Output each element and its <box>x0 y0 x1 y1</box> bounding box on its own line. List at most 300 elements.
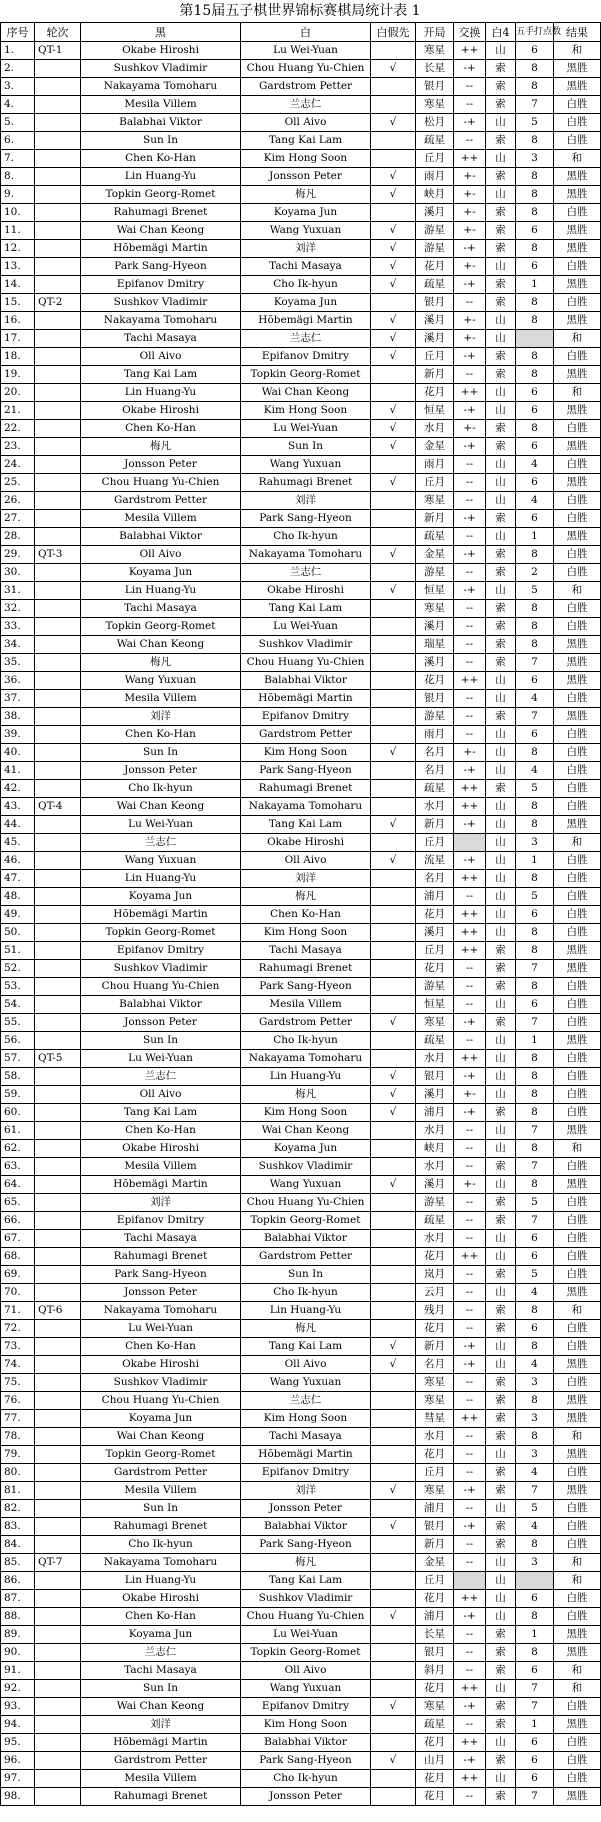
white-player-cell: Hõbemägi Martin <box>241 1446 371 1464</box>
game-number-cell: 30. <box>1 564 35 582</box>
white-player-cell: Lu Wei-Yuan <box>241 42 371 60</box>
table-row <box>1 1158 601 1176</box>
result-cell: 白胜 <box>554 1050 601 1068</box>
black-player-cell: Lu Wei-Yuan <box>81 816 241 834</box>
fifth-move-count-cell: 8 <box>516 420 554 438</box>
fifth-move-count-cell: 7 <box>516 654 554 672</box>
result-cell: 和 <box>554 150 601 168</box>
white-4-cell: 山 <box>486 1608 516 1626</box>
opening-cell: 溪月 <box>416 618 454 636</box>
result-cell: 黑胜 <box>554 1356 601 1374</box>
game-number-cell: 62. <box>1 1140 35 1158</box>
white-player-cell: Nakayama Tomoharu <box>241 798 371 816</box>
table-row <box>1 348 601 366</box>
white-4-cell: 索 <box>486 420 516 438</box>
fifth-move-count-cell: 2 <box>516 564 554 582</box>
black-player-cell: Lin Huang-Yu <box>81 870 241 888</box>
white-4-cell: 山 <box>486 456 516 474</box>
table-row <box>1 1572 601 1590</box>
white-fake-first-cell: √ <box>371 114 416 132</box>
opening-cell: 花月 <box>416 1320 454 1338</box>
white-4-cell: 索 <box>486 222 516 240</box>
white-4-cell: 索 <box>486 1302 516 1320</box>
black-player-cell: Okabe Hiroshi <box>81 1356 241 1374</box>
black-player-cell: Lin Huang-Yu <box>81 582 241 600</box>
table-row <box>1 546 601 564</box>
swap-cell: -- <box>454 1320 486 1338</box>
game-number-cell: 10. <box>1 204 35 222</box>
white-4-cell: 索 <box>486 546 516 564</box>
fifth-move-count-cell: 6 <box>516 1248 554 1266</box>
white-fake-first-cell: √ <box>371 1356 416 1374</box>
opening-cell: 游星 <box>416 222 454 240</box>
round-cell <box>35 1518 81 1536</box>
white-4-cell: 山 <box>486 312 516 330</box>
opening-cell: 长星 <box>416 1626 454 1644</box>
white-player-cell: 兰志仁 <box>241 330 371 348</box>
table-row <box>1 888 601 906</box>
swap-cell: -- <box>454 1158 486 1176</box>
white-fake-first-cell <box>371 888 416 906</box>
round-cell <box>35 1158 81 1176</box>
game-number-cell: 63. <box>1 1158 35 1176</box>
white-4-cell: 索 <box>486 1662 516 1680</box>
opening-cell: 新月 <box>416 1536 454 1554</box>
opening-cell: 雨月 <box>416 168 454 186</box>
white-player-cell: Lu Wei-Yuan <box>241 420 371 438</box>
white-fake-first-cell: √ <box>371 1068 416 1086</box>
black-player-cell: Chen Ko-Han <box>81 726 241 744</box>
game-number-cell: 11. <box>1 222 35 240</box>
opening-cell: 花月 <box>416 384 454 402</box>
black-player-cell: Chen Ko-Han <box>81 1338 241 1356</box>
white-4-cell: 山 <box>486 1500 516 1518</box>
fifth-move-count-cell: 8 <box>516 186 554 204</box>
fifth-move-count-cell: 7 <box>516 96 554 114</box>
game-number-cell: 60. <box>1 1104 35 1122</box>
white-player-cell: Sun In <box>241 438 371 456</box>
white-player-cell: Chou Huang Yu-Chien <box>241 1608 371 1626</box>
round-cell <box>35 150 81 168</box>
table-row <box>1 1122 601 1140</box>
white-4-cell: 索 <box>486 294 516 312</box>
white-fake-first-cell <box>371 1770 416 1788</box>
table-row <box>1 1050 601 1068</box>
fifth-move-count-cell: 3 <box>516 150 554 168</box>
fifth-move-count-cell: 6 <box>516 906 554 924</box>
white-fake-first-cell <box>371 1662 416 1680</box>
opening-cell: 游星 <box>416 240 454 258</box>
result-cell: 白胜 <box>554 1266 601 1284</box>
opening-cell: 名月 <box>416 1356 454 1374</box>
fifth-move-count-cell: 6 <box>516 258 554 276</box>
table-row <box>1 1446 601 1464</box>
round-cell <box>35 870 81 888</box>
white-4-cell: 索 <box>486 276 516 294</box>
fifth-move-count-cell: 4 <box>516 690 554 708</box>
round-cell <box>35 420 81 438</box>
swap-cell: -- <box>454 996 486 1014</box>
white-player-cell: Balabhai Viktor <box>241 1734 371 1752</box>
opening-cell: 溪月 <box>416 654 454 672</box>
white-4-cell: 山 <box>486 1248 516 1266</box>
game-number-cell: 68. <box>1 1248 35 1266</box>
black-player-cell: 兰志仁 <box>81 1644 241 1662</box>
opening-cell: 新月 <box>416 1338 454 1356</box>
opening-cell: 溪月 <box>416 1086 454 1104</box>
black-player-cell: Balabhai Viktor <box>81 996 241 1014</box>
white-fake-first-cell <box>371 924 416 942</box>
game-number-cell: 8. <box>1 168 35 186</box>
result-cell: 黑胜 <box>554 816 601 834</box>
black-player-cell: Wai Chan Keong <box>81 1698 241 1716</box>
result-cell: 和 <box>554 1680 601 1698</box>
game-number-cell: 98. <box>1 1788 35 1806</box>
round-cell: QT-4 <box>35 798 81 816</box>
white-player-cell: 兰志仁 <box>241 564 371 582</box>
white-4-cell: 索 <box>486 1788 516 1806</box>
white-player-cell: Tang Kai Lam <box>241 600 371 618</box>
swap-cell: -+ <box>454 1608 486 1626</box>
fifth-move-count-cell: 1 <box>516 1716 554 1734</box>
white-player-cell: Wai Chan Keong <box>241 384 371 402</box>
game-number-cell: 16. <box>1 312 35 330</box>
white-fake-first-cell: √ <box>371 816 416 834</box>
table-row <box>1 240 601 258</box>
opening-cell: 溪月 <box>416 924 454 942</box>
fifth-move-count-cell: 4 <box>516 762 554 780</box>
white-fake-first-cell <box>371 780 416 798</box>
game-number-cell: 5. <box>1 114 35 132</box>
opening-cell: 溪月 <box>416 1176 454 1194</box>
table-row <box>1 438 601 456</box>
swap-cell: -- <box>454 528 486 546</box>
fifth-move-count-cell: 5 <box>516 1194 554 1212</box>
result-cell: 白胜 <box>554 258 601 276</box>
white-4-cell: 山 <box>486 1554 516 1572</box>
result-cell: 白胜 <box>554 1518 601 1536</box>
round-cell <box>35 1734 81 1752</box>
fifth-move-count-cell: 8 <box>516 366 554 384</box>
round-cell <box>35 492 81 510</box>
fifth-move-count-cell: 6 <box>516 474 554 492</box>
white-player-cell: Gardstrom Petter <box>241 78 371 96</box>
opening-cell: 银月 <box>416 294 454 312</box>
white-fake-first-cell: √ <box>371 258 416 276</box>
opening-cell: 疏星 <box>416 528 454 546</box>
white-player-cell: Kim Hong Soon <box>241 1716 371 1734</box>
opening-cell: 水月 <box>416 1050 454 1068</box>
swap-cell: -- <box>454 1428 486 1446</box>
white-player-cell: Wang Yuxuan <box>241 456 371 474</box>
white-4-cell: 山 <box>486 1770 516 1788</box>
result-cell: 白胜 <box>554 1014 601 1032</box>
round-cell <box>35 1770 81 1788</box>
table-row <box>1 1392 601 1410</box>
white-fake-first-cell: √ <box>371 852 416 870</box>
round-cell <box>35 906 81 924</box>
game-number-cell: 6. <box>1 132 35 150</box>
white-fake-first-cell <box>371 960 416 978</box>
black-player-cell: Koyama Jun <box>81 888 241 906</box>
black-player-cell: Oll Aivo <box>81 1086 241 1104</box>
table-row <box>1 1086 601 1104</box>
fifth-move-count-cell: 5 <box>516 582 554 600</box>
white-player-cell: Chou Huang Yu-Chien <box>241 60 371 78</box>
round-cell <box>35 510 81 528</box>
fifth-move-count-cell: 4 <box>516 1464 554 1482</box>
fifth-move-count-cell: 8 <box>516 546 554 564</box>
opening-cell: 游星 <box>416 564 454 582</box>
swap-cell: -+ <box>454 546 486 564</box>
game-number-cell: 12. <box>1 240 35 258</box>
game-number-cell: 94. <box>1 1716 35 1734</box>
white-4-cell: 索 <box>486 168 516 186</box>
opening-cell: 云月 <box>416 1284 454 1302</box>
round-cell <box>35 582 81 600</box>
white-fake-first-cell <box>371 1194 416 1212</box>
result-cell: 和 <box>554 42 601 60</box>
game-number-cell: 85. <box>1 1554 35 1572</box>
white-player-cell: Cho Ik-hyun <box>241 276 371 294</box>
round-cell <box>35 1320 81 1338</box>
white-fake-first-cell: √ <box>371 474 416 492</box>
swap-cell: -- <box>454 1464 486 1482</box>
result-cell: 白胜 <box>554 996 601 1014</box>
opening-cell: 浦月 <box>416 1500 454 1518</box>
result-cell: 白胜 <box>554 492 601 510</box>
swap-cell: -- <box>454 96 486 114</box>
round-cell: QT-7 <box>35 1554 81 1572</box>
round-cell <box>35 1608 81 1626</box>
black-player-cell: Topkin Georg-Romet <box>81 618 241 636</box>
fifth-move-count-cell: 8 <box>516 1050 554 1068</box>
round-cell: QT-5 <box>35 1050 81 1068</box>
table-row <box>1 402 601 420</box>
white-player-cell: Park Sang-Hyeon <box>241 762 371 780</box>
white-fake-first-cell <box>371 1428 416 1446</box>
black-player-cell: Chou Huang Yu-Chien <box>81 978 241 996</box>
white-fake-first-cell <box>371 708 416 726</box>
black-player-cell: Hõbemägi Martin <box>81 240 241 258</box>
white-4-cell: 索 <box>486 942 516 960</box>
result-cell: 白胜 <box>554 978 601 996</box>
white-player-cell: Kim Hong Soon <box>241 1410 371 1428</box>
swap-cell: -- <box>454 1302 486 1320</box>
white-4-cell: 索 <box>486 600 516 618</box>
fifth-move-count-cell: 5 <box>516 780 554 798</box>
white-player-cell: Balabhai Viktor <box>241 1518 371 1536</box>
white-4-cell: 索 <box>486 204 516 222</box>
round-cell <box>35 1266 81 1284</box>
white-4-cell: 索 <box>486 960 516 978</box>
opening-cell: 丘月 <box>416 1572 454 1590</box>
game-number-cell: 57. <box>1 1050 35 1068</box>
result-cell: 白胜 <box>554 906 601 924</box>
round-cell <box>35 600 81 618</box>
swap-cell <box>454 1572 486 1590</box>
result-cell: 白胜 <box>554 114 601 132</box>
table-row <box>1 1662 601 1680</box>
round-cell <box>35 1176 81 1194</box>
black-player-cell: Nakayama Tomoharu <box>81 1554 241 1572</box>
white-fake-first-cell <box>371 1644 416 1662</box>
white-player-cell: Wang Yuxuan <box>241 1176 371 1194</box>
black-player-cell: Sun In <box>81 132 241 150</box>
white-player-cell: Rahumagi Brenet <box>241 960 371 978</box>
white-player-cell: 梅凡 <box>241 888 371 906</box>
game-number-cell: 19. <box>1 366 35 384</box>
white-fake-first-cell <box>371 1320 416 1338</box>
white-fake-first-cell <box>371 294 416 312</box>
white-player-cell: Rahumagi Brenet <box>241 474 371 492</box>
table-row <box>1 1554 601 1572</box>
opening-cell: 岚月 <box>416 1266 454 1284</box>
swap-cell: -- <box>454 366 486 384</box>
fifth-move-count-cell: 6 <box>516 510 554 528</box>
round-cell <box>35 978 81 996</box>
round-cell <box>35 1212 81 1230</box>
opening-cell: 疏星 <box>416 1212 454 1230</box>
round-cell <box>35 1446 81 1464</box>
result-cell: 白胜 <box>554 690 601 708</box>
white-4-cell: 索 <box>486 1518 516 1536</box>
swap-cell: -- <box>454 690 486 708</box>
white-fake-first-cell <box>371 672 416 690</box>
result-cell: 白胜 <box>554 1536 601 1554</box>
opening-cell: 疏星 <box>416 1716 454 1734</box>
white-player-cell: Sushkov Vladimir <box>241 1158 371 1176</box>
black-player-cell: Tachi Masaya <box>81 1662 241 1680</box>
white-4-cell: 山 <box>486 330 516 348</box>
game-number-cell: 64. <box>1 1176 35 1194</box>
white-4-cell: 山 <box>486 798 516 816</box>
game-number-cell: 72. <box>1 1320 35 1338</box>
white-4-cell: 索 <box>486 1536 516 1554</box>
table-row <box>1 1356 601 1374</box>
table-row <box>1 1752 601 1770</box>
table-row <box>1 636 601 654</box>
swap-cell: -- <box>454 1536 486 1554</box>
black-player-cell: 刘洋 <box>81 1716 241 1734</box>
black-player-cell: Wai Chan Keong <box>81 1428 241 1446</box>
round-cell <box>35 924 81 942</box>
black-player-cell: Nakayama Tomoharu <box>81 78 241 96</box>
white-4-cell: 索 <box>486 1158 516 1176</box>
swap-cell: -+ <box>454 1752 486 1770</box>
black-player-cell: Rahumagi Brenet <box>81 204 241 222</box>
fifth-move-count-cell: 6 <box>516 402 554 420</box>
game-number-cell: 53. <box>1 978 35 996</box>
white-4-cell: 索 <box>486 1374 516 1392</box>
round-cell <box>35 1122 81 1140</box>
round-cell <box>35 1464 81 1482</box>
table-row <box>1 1518 601 1536</box>
round-cell <box>35 1662 81 1680</box>
white-player-cell: Chou Huang Yu-Chien <box>241 654 371 672</box>
result-cell: 黑胜 <box>554 1122 601 1140</box>
swap-cell: -+ <box>454 1518 486 1536</box>
table-row <box>1 1770 601 1788</box>
opening-cell: 雨月 <box>416 726 454 744</box>
result-cell: 白胜 <box>554 1608 601 1626</box>
swap-cell: -- <box>454 1140 486 1158</box>
table-row <box>1 1464 601 1482</box>
game-number-cell: 46. <box>1 852 35 870</box>
game-number-cell: 77. <box>1 1410 35 1428</box>
round-cell <box>35 1086 81 1104</box>
fifth-move-count-cell: 8 <box>516 798 554 816</box>
game-number-cell: 71. <box>1 1302 35 1320</box>
table-row <box>1 1482 601 1500</box>
fifth-move-count-cell: 8 <box>516 294 554 312</box>
white-4-cell: 山 <box>486 672 516 690</box>
game-number-cell: 20. <box>1 384 35 402</box>
swap-cell: +- <box>454 258 486 276</box>
opening-cell: 银月 <box>416 1068 454 1086</box>
table-row <box>1 1320 601 1338</box>
swap-cell: ++ <box>454 672 486 690</box>
white-4-cell: 索 <box>486 564 516 582</box>
game-number-cell: 88. <box>1 1608 35 1626</box>
white-player-cell: Koyama Jun <box>241 1140 371 1158</box>
black-player-cell: Wai Chan Keong <box>81 798 241 816</box>
game-number-cell: 37. <box>1 690 35 708</box>
round-cell <box>35 1788 81 1806</box>
opening-cell: 斜月 <box>416 1662 454 1680</box>
black-player-cell: Wang Yuxuan <box>81 672 241 690</box>
opening-cell: 溪月 <box>416 330 454 348</box>
result-cell: 黑胜 <box>554 366 601 384</box>
swap-cell: ++ <box>454 1734 486 1752</box>
white-fake-first-cell <box>371 204 416 222</box>
table-row <box>1 942 601 960</box>
opening-cell: 峡月 <box>416 186 454 204</box>
black-player-cell: Chen Ko-Han <box>81 150 241 168</box>
table-row <box>1 168 601 186</box>
white-fake-first-cell: √ <box>371 222 416 240</box>
fifth-move-count-cell: 6 <box>516 672 554 690</box>
table-row <box>1 708 601 726</box>
game-number-cell: 97. <box>1 1770 35 1788</box>
opening-cell: 疏星 <box>416 276 454 294</box>
game-number-cell: 81. <box>1 1482 35 1500</box>
game-number-cell: 86. <box>1 1572 35 1590</box>
white-4-cell: 索 <box>486 1014 516 1032</box>
result-cell: 白胜 <box>554 1086 601 1104</box>
table-row <box>1 960 601 978</box>
fifth-move-count-cell: 6 <box>516 1770 554 1788</box>
round-cell <box>35 654 81 672</box>
black-player-cell: Sushkov Vladimir <box>81 60 241 78</box>
game-number-cell: 24. <box>1 456 35 474</box>
white-player-cell: 刘洋 <box>241 240 371 258</box>
game-number-cell: 3. <box>1 78 35 96</box>
result-cell: 白胜 <box>554 924 601 942</box>
white-player-cell: 兰志仁 <box>241 1392 371 1410</box>
swap-cell: -- <box>454 654 486 672</box>
result-cell: 黑胜 <box>554 1482 601 1500</box>
fifth-move-count-cell: 1 <box>516 1032 554 1050</box>
black-player-cell: Sun In <box>81 1032 241 1050</box>
round-cell <box>35 960 81 978</box>
opening-cell: 新月 <box>416 816 454 834</box>
white-4-cell: 索 <box>486 1752 516 1770</box>
game-number-cell: 40. <box>1 744 35 762</box>
fifth-move-count-cell: 6 <box>516 726 554 744</box>
black-player-cell: Epifanov Dmitry <box>81 276 241 294</box>
black-player-cell: Okabe Hiroshi <box>81 42 241 60</box>
